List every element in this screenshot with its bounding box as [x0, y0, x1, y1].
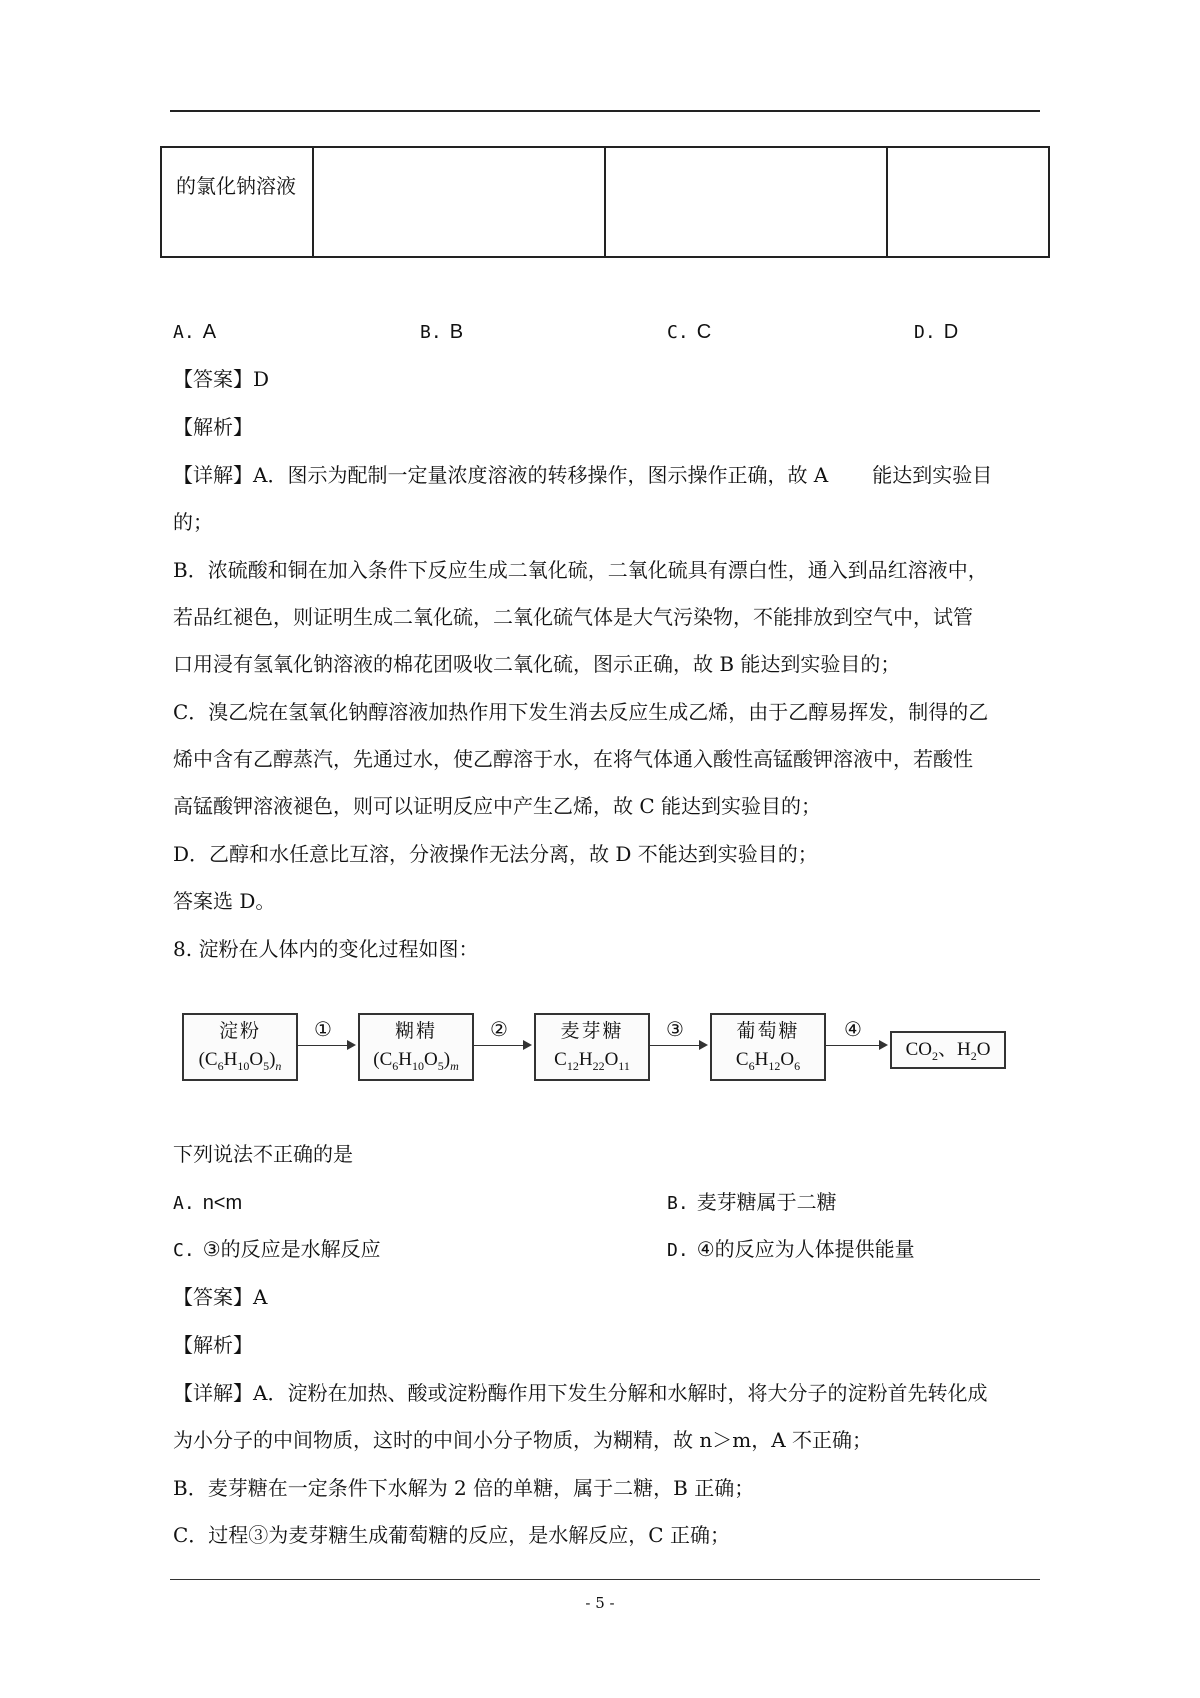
q7-detail-line: D．乙醇和水任意比互溶，分液操作无法分离，故 D 不能达到实验目的；: [173, 842, 818, 866]
step-1-label: ①: [314, 1017, 332, 1041]
arrow-3: [648, 1045, 706, 1046]
box-maltose: 麦芽糖 $C_{12}H_{22}O_{11}$: [534, 1013, 650, 1081]
q8-detail-line: B．麦芽糖在一定条件下水解为 2 倍的单糖，属于二糖，B 正确；: [173, 1476, 755, 1500]
q7-analysis-heading: 【解析】: [173, 415, 253, 439]
q8-option-a: A. n<m: [173, 1192, 243, 1214]
q8-option-c: C. ③的反应是水解反应: [173, 1237, 381, 1261]
q8-stem: 8. 淀粉在人体内的变化过程如图：: [173, 937, 479, 961]
q8-question: 下列说法不正确的是: [173, 1142, 353, 1166]
header-rule: [170, 110, 1040, 112]
step-3-label: ③: [666, 1017, 684, 1041]
q7-option-a: A. A: [173, 321, 217, 343]
q8-analysis-heading: 【解析】: [173, 1333, 253, 1357]
q7-answer: 【答案】D: [173, 367, 270, 391]
table-cell-1: [161, 147, 313, 257]
box-dextrin: 糊精 $(C_6H_{10}O_5)_m$: [358, 1013, 474, 1081]
q7-option-d: D. D: [914, 321, 959, 343]
step-2-label: ②: [490, 1017, 508, 1041]
arrow-2: [472, 1045, 530, 1046]
table-cell-2: [313, 147, 605, 257]
arrow-4: [824, 1045, 886, 1046]
q7-detail-line: 口用浸有氢氧化钠溶液的棉花团吸收二氧化硫，图示正确，故 B 能达到实验目的；: [173, 652, 901, 676]
box-products: $CO_2$、$H_2O$: [890, 1031, 1006, 1069]
q7-detail-line: 烯中含有乙醇蒸汽，先通过水，使乙醇溶于水，在将气体通入酸性高锰酸钾溶液中，若酸性: [173, 747, 973, 771]
q8-answer: 【答案】A: [173, 1285, 268, 1309]
q7-detail-line: 高锰酸钾溶液褪色，则可以证明反应中产生乙烯，故 C 能达到实验目的；: [173, 794, 822, 818]
table-continuation: [160, 146, 1050, 258]
page-number: - 5 -: [585, 1594, 615, 1612]
q8-option-b: B. 麦芽糖属于二糖: [667, 1190, 837, 1214]
box-starch: 淀粉 $(C_6H_{10}O_5)_n$: [182, 1013, 298, 1081]
box-glucose: 葡萄糖 $C_6H_{12}O_6$: [710, 1013, 826, 1081]
q7-detail-line: 的；: [173, 510, 213, 534]
q7-conclusion: 答案选 D。: [173, 889, 276, 913]
table-cell-3: [605, 147, 887, 257]
table-cell-text: 的氯化钠溶液: [176, 174, 296, 198]
q8-option-d: D. ④的反应为人体提供能量: [667, 1237, 915, 1261]
starch-digestion-diagram: [180, 1003, 1000, 1093]
q7-option-c: C. C: [667, 321, 712, 343]
arrow-1: [296, 1045, 354, 1046]
table-cell-4: [887, 147, 1049, 257]
q7-detail-line: 若品红褪色，则证明生成二氧化硫，二氧化硫气体是大气污染物，不能排放到空气中，试管: [173, 605, 973, 629]
q8-detail-line: 为小分子的中间物质，这时的中间小分子物质，为糊精，故 n＞m，A 不正确；: [173, 1428, 873, 1452]
q7-detail-line: C．溴乙烷在氢氧化钠醇溶液加热作用下发生消去反应生成乙烯，由于乙醇易挥发，制得的乙: [173, 700, 989, 724]
q7-detail-line: B．浓硫酸和铜在加入条件下反应生成二氧化硫，二氧化硫具有漂白性，通入到品红溶液中，: [173, 558, 988, 582]
q7-detail-line: 【详解】A．图示为配制一定量浓度溶液的转移操作，图示操作正确，故 A 能达到实验目: [173, 463, 993, 487]
step-4-label: ④: [844, 1017, 862, 1041]
q7-option-b: B. B: [420, 321, 464, 343]
q8-detail-line: C．过程③为麦芽糖生成葡萄糖的反应，是水解反应，C 正确；: [173, 1523, 730, 1547]
q8-detail-line: 【详解】A．淀粉在加热、酸或淀粉酶作用下发生分解和水解时，将大分子的淀粉首先转化成: [173, 1381, 988, 1405]
footer-rule: [170, 1579, 1040, 1580]
